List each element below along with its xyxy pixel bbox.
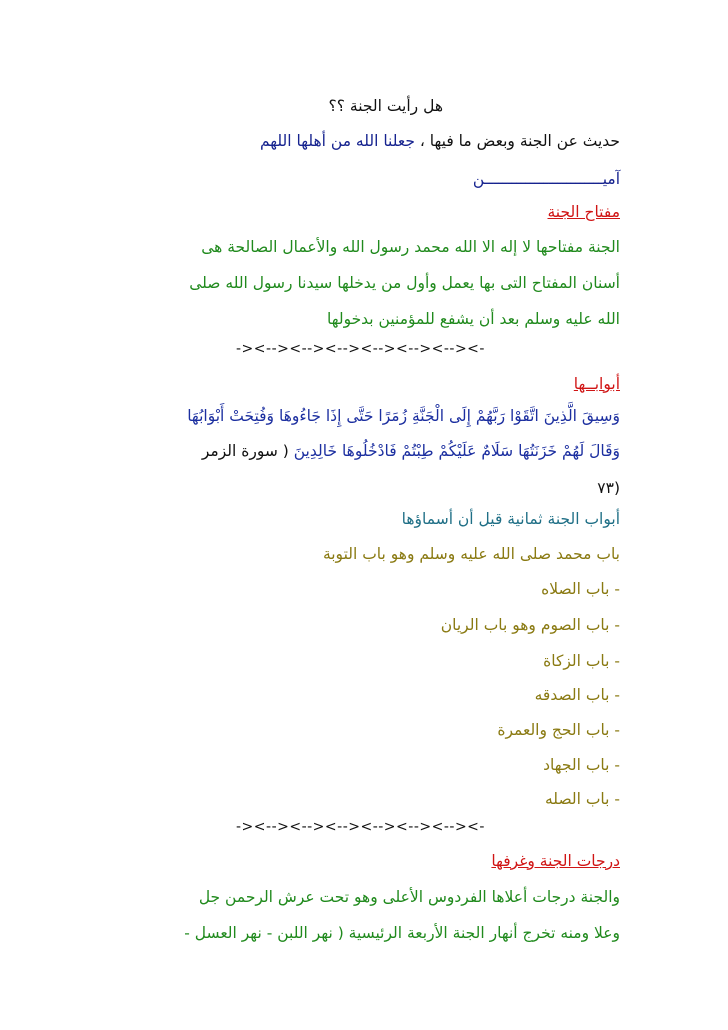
verse-line: وَسِيقَ الَّذِينَ اتَّقَوْا رَبَّهُمْ إِلَى الْجَنَّةِ زُمَرًا حَتَّى إِذَا جَاءُوهَا وَفُتِحَتْ أَبْوَابُهَا bbox=[187, 407, 620, 425]
gate-item: - باب الزكاة bbox=[543, 652, 620, 670]
degrees-paragraph-line: والجنة درجات أعلاها الفردوس الأعلى وهو تحت عرش الرحمن جل bbox=[198, 888, 620, 906]
gate-item: - باب الصوم وهو باب الريان bbox=[440, 616, 620, 634]
intro-line bbox=[0, 130, 620, 152]
key-paragraph-line: الجنة مفتاحها لا إله الا الله محمد رسول الله والأعمال الصالحة هى bbox=[201, 238, 620, 256]
verse-text: وَقَالَ لَهُمْ خَزَنَتُهَا سَلَامٌ عَلَيْكُمْ طِبْتُمْ فَادْخُلُوهَا خَالِدِينَ bbox=[293, 442, 620, 460]
gate-item: باب محمد صلى الله عليه وسلم وهو باب التوبة bbox=[322, 545, 620, 563]
amen-line: آميــــــــــــــــــــــــــن bbox=[472, 170, 620, 188]
page-title: هل رأيت الجنة ؟؟ bbox=[328, 97, 443, 115]
gate-item: - باب الجهاد bbox=[543, 756, 620, 774]
gate-item: - باب الحج والعمرة bbox=[497, 721, 620, 739]
gate-item: - باب الصدقه bbox=[534, 686, 620, 704]
verse-line bbox=[0, 440, 620, 462]
gates-intro: أبواب الجنة ثمانية قيل أن أسماؤها bbox=[401, 510, 620, 528]
intro-prayer: جعلنا الله من أهلها اللهم bbox=[259, 132, 415, 150]
key-heading: مفتاح الجنة bbox=[547, 203, 620, 221]
degrees-paragraph-line: وعلا ومنه تخرج أنهار الجنة الأربعة الرئيسية ( نهر اللبن - نهر العسل - bbox=[184, 924, 620, 942]
separator: -><--><--><--><--><--><--><- bbox=[236, 819, 485, 835]
degrees-heading: درجات الجنة وغرفها bbox=[491, 852, 620, 870]
gates-heading: أبوابــها bbox=[573, 375, 620, 393]
verse-number: (٧٣ bbox=[597, 479, 620, 497]
surah-reference: ( سورة الزمر bbox=[201, 442, 294, 460]
separator: -><--><--><--><--><--><--><- bbox=[236, 341, 485, 357]
intro-text: حديث عن الجنة وبعض ما فيها ، bbox=[414, 132, 620, 150]
key-paragraph-line: الله عليه وسلم بعد أن يشفع للمؤمنين بدخولها bbox=[326, 310, 620, 328]
gate-item: - باب الصلاه bbox=[541, 580, 620, 598]
key-paragraph-line: أسنان المفتاح التى بها يعمل وأول من يدخلها سيدنا رسول الله صلى bbox=[189, 274, 620, 292]
gate-item: - باب الصله bbox=[545, 790, 620, 808]
